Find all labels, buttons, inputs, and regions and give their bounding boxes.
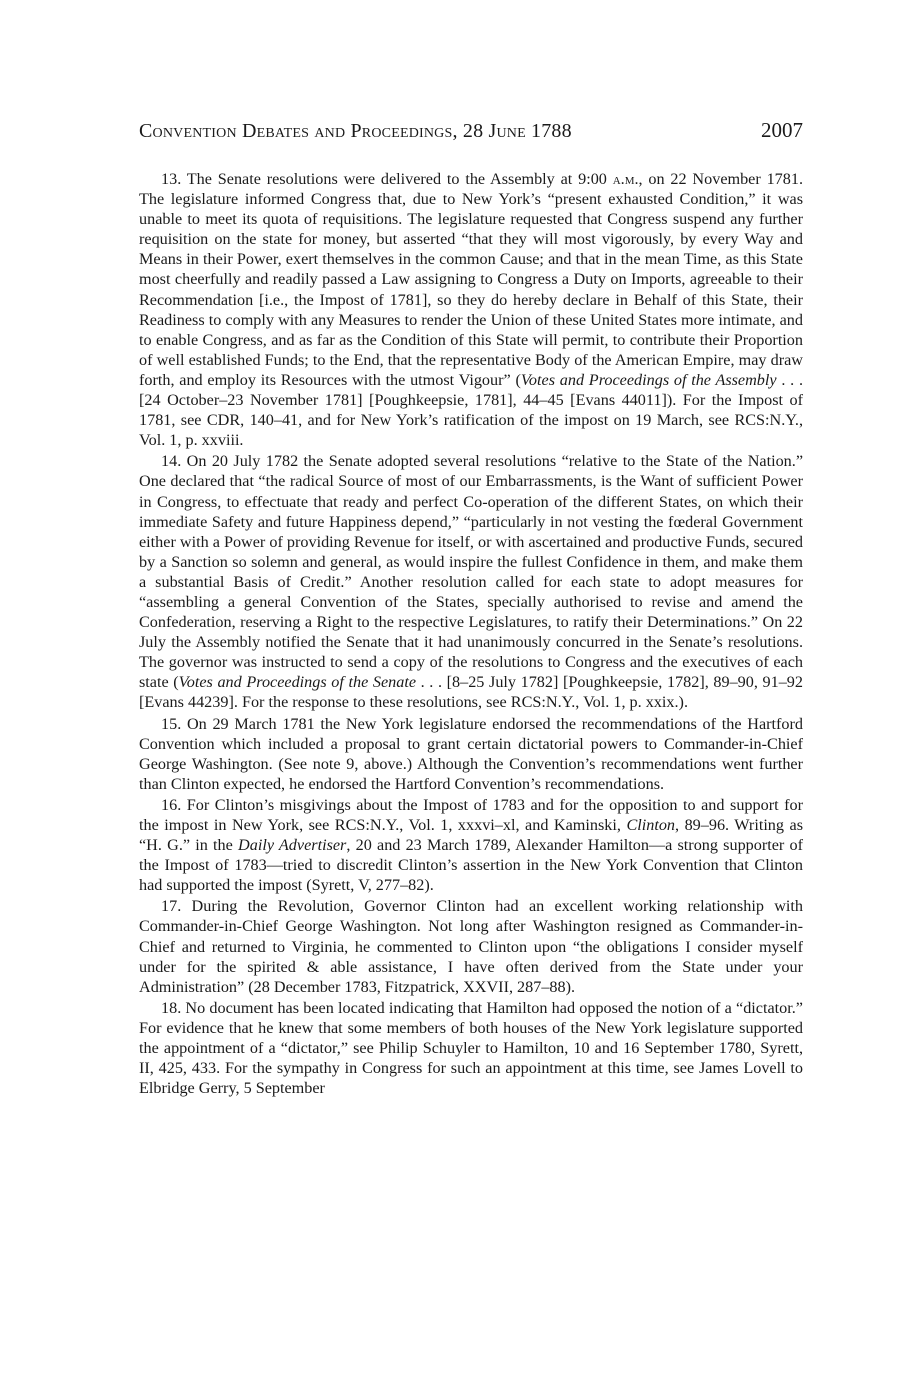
endnote-14	[139, 451, 803, 712]
endnote-13	[139, 169, 803, 450]
italic-title: Clinton	[626, 816, 676, 834]
page-number: 2007	[761, 118, 803, 142]
note-text: 16. For Clinton’s misgivings about the Impost of 1783 and for the opposition to and support for the impost in New York, see RCS:N.Y., Vol. 1, xxxvi–xl, and Kaminski,	[139, 795, 803, 834]
note-text: 18. No document has been located indicating that Hamilton had opposed the notion of a “dictator.” For evidence that he knew that some members of both houses of the New York legislature supported the appointment of a “dictator,” see Philip Schuyler to Hamilton, 10 and 16 September 1780, Syrett, II, 425, 433. For the sympathy in Congress for such an appointment at this time, see James Lovell to Elbridge Gerry, 5 September	[139, 998, 803, 1098]
document-page	[139, 118, 803, 1099]
note-text: 17. During the Revolution, Governor Clinton had an excellent working relationship with Commander-in-Chief George Washington. Not long after Washington resigned as Commander-in-Chief and returned to Virginia, he commented to Clinton upon “the obligations I consider myself under for the spirited & able assistance, I have often derived from the State under your Administration” (28 December 1783, Fitzpatrick, XXVII, 287–88).	[139, 897, 803, 996]
note-text: 13. The Senate resolutions were delivered to the Assembly at 9:00	[161, 170, 613, 188]
endnotes	[139, 169, 803, 1098]
note-text: 14. On 20 July 1782 the Senate adopted several resolutions “relative to the State of the Nation.” One declared that “the radical Source of most of our Embarrassments, is the Want of sufficient Power in Congress, to effectuate that ready and perfect Co-operation of the different States, on which their immediate Safety and future Happiness depend,” “particularly in not vesting the fœderal Government either with a Power of providing Revenue for itself, or with ascertained and productive Funds, secured by a Sanction so solemn and general, as would inspire the fullest Confidence in them, and make them a substantial Basis of Credit.” Another resolution called for each state to adopt measures for “assembling a general Convention of the States, specially authorised to revise and amend the Confederation, reserving a Right to the respective Legislatures, to ratify their Determinations.” On 22 July the Assembly notified the Senate that it had unanimously concurred in the Senate’s resolutions. The governor was instructed to send a copy of the resolutions to Congress and the executives of each state (	[139, 452, 803, 692]
italic-title: Votes and Proceedings of the Senate	[178, 673, 417, 692]
running-head	[139, 118, 803, 158]
italic-title: Daily Advertiser	[238, 836, 347, 855]
small-caps-text: a.m.	[612, 170, 639, 188]
endnote-18	[139, 998, 803, 1098]
note-text: , 89–96. Writing as “H. G.” in the	[139, 816, 803, 855]
endnote-16	[139, 795, 803, 895]
endnote-15	[139, 714, 803, 794]
note-text: 15. On 29 March 1781 the New York legislature endorsed the recommendations of the Hartford Convention which included a proposal to grant certain dictatorial powers to Commander-in-Chief George Washington. (See note 9, above.) Although the Convention’s recommendations went further than Clinton expected, he endorsed the Hartford Convention’s recommendations.	[139, 714, 803, 793]
note-text: , on 22 November 1781. The legislature informed Congress that, due to New York’s “present exhausted Condition,” it was unable to meet its quota of requisitions. The legislature requested that Congress suspend any further requisition on the state for money, but asserted “that they will most vigorously, by every Way and Means in their Power, exert themselves in the common Cause; and that in the mean Time, as this State most cheerfully and readily passed a Law assigning to Congress a Duty on Imports, agreeable to their Recommendation [i.e., the Impost of 1781], so they do hereby declare in Behalf of this State, their Readiness to comply with any Measures to render the Union of these United States more intimate, and to enable Congress, and as far as the Condition of this State will permit, to contribute their Proportion of well established Funds; to the End, that the representative Body of the American Empire, may draw forth, and employ its Resources with the utmost Vigour” (	[139, 170, 804, 389]
italic-title: Votes and Proceedings of the Assembly	[520, 370, 777, 389]
note-text: . . . [8–25 July 1782] [Poughkeepsie, 1782], 89–90, 91–92 [Evans 44239]. For the response to these resolutions, see RCS:N.Y., Vol. 1, p. xxix.).	[139, 673, 803, 712]
note-text: . . . [24 October–23 November 1781] [Poughkeepsie, 1781], 44–45 [Evans 44011]). For the Impost of 1781, see CDR, 140–41, and for New York’s ratification of the impost on 19 March, see RCS:N.Y., Vol. 1, p. xxviii.	[139, 370, 803, 450]
endnote-17	[139, 896, 803, 996]
note-text: , 20 and 23 March 1789, Alexander Hamilton—a strong supporter of the Impost of 1783—tried to discredit Clinton’s assertion in the New York Convention that Clinton had supported the impost (Syrett, V, 277–82).	[139, 836, 804, 895]
running-title: Convention Debates and Proceedings, 28 June 1788	[139, 120, 572, 142]
